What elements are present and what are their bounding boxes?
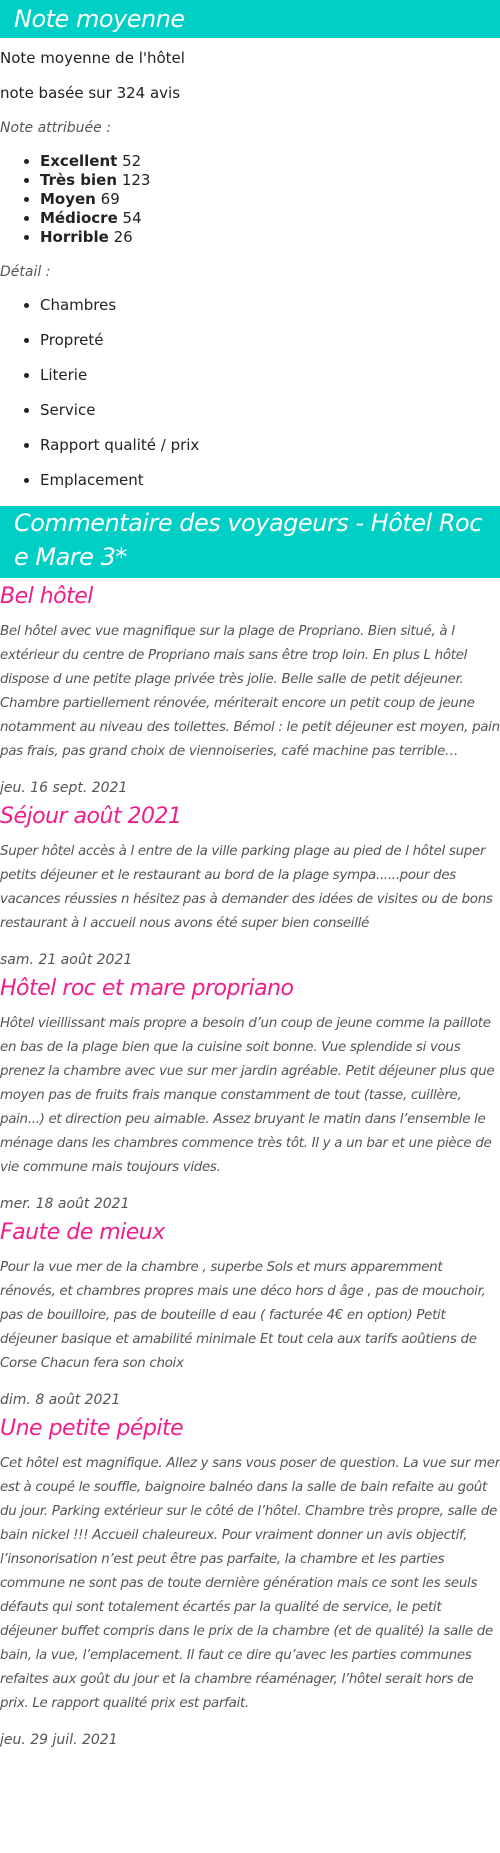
rating-item-label: Médiocre: [40, 209, 118, 227]
rating-label: Note attribuée :: [0, 120, 111, 136]
review-title: Hôtel roc et mare propriano: [0, 976, 294, 1001]
review-card: [0, 1414, 500, 1750]
review-text: Super hôtel accès à l entre de la ville parking plage au pied de l hôtel super petits déjeuner et le restaurant au bord de la plage sympa......pour des vacances réussies n hésitez pas à demander des idées de visites ou de bons restaurant à l accueil nous avons été super bien conseillé: [0, 844, 493, 931]
review-date: sam. 21 août 2021: [0, 952, 133, 968]
rating-item-label: Moyen: [40, 190, 96, 208]
rating-item-moyen: [40, 190, 500, 209]
review-date: jeu. 29 juil. 2021: [0, 1732, 118, 1748]
review-title: Faute de mieux: [0, 1220, 165, 1245]
rating-item-label: Très bien: [40, 171, 118, 189]
review-count: note basée sur 324 avis: [0, 84, 181, 102]
detail-list: [0, 296, 500, 490]
review-card: [0, 974, 500, 1214]
rating-item-count: 123: [121, 171, 151, 189]
rating-item-label: Excellent: [40, 152, 118, 170]
review-card: [0, 802, 500, 970]
review-text: Cet hôtel est magnifique. Allez y sans vous poser de question. La vue sur mer est à coupé le souffle, baignoire balnéo dans la salle de bain refaite au goût du jour. Parking extérieur sur le côté de l’hôtel. Chambre très propre, salle de bain nickel !!! Accueil chaleureux. Pour vraiment donner un avis objectif, l’insonorisation n’est peut être pas parfaite, la chambre et les parties commune ne sont pas de toute dernière génération mais ce sont les seuls défauts qui sont totalement écartés par la qualité de service, le petit déjeuner buffet compris dans le prix de la chambre (et de qualité) la salle de bain, la vue, l’emplacement. Il faut ce dire qu’avec les parties communes refaites aux goût du jour et la chambre réaménager, l’hôtel serait hors de prix. Le rapport qualité prix est parfait.: [0, 1456, 500, 1711]
detail-item-chambres: • Chambres: [40, 296, 500, 315]
review-date: jeu. 16 sept. 2021: [0, 780, 128, 796]
detail-item-rapport-qualite-prix: • Rapport qualité / prix: [40, 436, 500, 455]
hotel-rating-label: Note moyenne de l'hôtel: [0, 49, 185, 67]
detail-label: Détail :: [0, 264, 51, 280]
review-text: Bel hôtel avec vue magnifique sur la plage de Propriano. Bien situé, à l extérieur du centre de Propriano mais sans être trop loin. En plus L hôtel dispose d une petite plage privée très jolie. Belle salle de petit déjeuner. Chambre partiellement rénovée, mériterait encore un petit coup de jeune notamment au niveau des toilettes. Bémol : le petit déjeuner est moyen, pain pas frais, pas grand choix de viennoiseries, café machine pas terrible…: [0, 624, 500, 759]
detail-item-emplacement: • Emplacement: [40, 471, 500, 490]
review-title: Bel hôtel: [0, 584, 93, 609]
review-title: Une petite pépite: [0, 1416, 184, 1441]
review-text: Hôtel vieillissant mais propre a besoin d’un coup de jeune comme la paillote en bas de la plage bien que la cuisine soit bonne. Vue splendide si vous prenez la chambre avec vue sur mer jardin agréable. Petit déjeuner plus que moyen pas de fruits frais manque constamment de tout (tasse, cuillère, pain...) et direction peu aimable. Assez bruyant le matin dans l’ensemble le ménage dans les chambres commence très tôt. Il y a un bar et une pièce de vie commune mais toujours vides.: [0, 1016, 495, 1175]
review-date: dim. 8 août 2021: [0, 1392, 121, 1408]
review-card: [0, 582, 500, 798]
average-rating-header: Note moyenne: [0, 0, 500, 38]
review-title: Séjour août 2021: [0, 804, 182, 829]
review-date: mer. 18 août 2021: [0, 1196, 130, 1212]
rating-item-count: 54: [122, 209, 142, 227]
rating-item-excellent: [40, 152, 500, 171]
rating-breakdown: [0, 152, 500, 247]
detail-item-service: • Service: [40, 401, 500, 420]
rating-item-label: Horrible: [40, 228, 109, 246]
review-text: Pour la vue mer de la chambre , superbe Sols et murs apparemment rénovés, et chambres propres mais une déco hors d âge , pas de mouchoir, pas de bouilloire, pas de bouteille d eau ( facturée 4€ en option) Petit déjeuner basique et amabilité minimale Et tout cela aux tarifs aoûtiens de Corse Chacun fera son choix: [0, 1260, 486, 1371]
review-card: [0, 1218, 500, 1410]
comments-header: Commentaire des voyageurs - Hôtel Roc e Mare 3*: [0, 506, 500, 578]
rating-item-horrible: [40, 228, 500, 247]
detail-item-proprete: • Propreté: [40, 331, 500, 350]
detail-item-literie: • Literie: [40, 366, 500, 385]
rating-item-count: 69: [100, 190, 120, 208]
rating-item-tres-bien: [40, 171, 500, 190]
rating-item-mediocre: [40, 209, 500, 228]
rating-item-count: 52: [122, 152, 142, 170]
rating-item-count: 26: [113, 228, 133, 246]
